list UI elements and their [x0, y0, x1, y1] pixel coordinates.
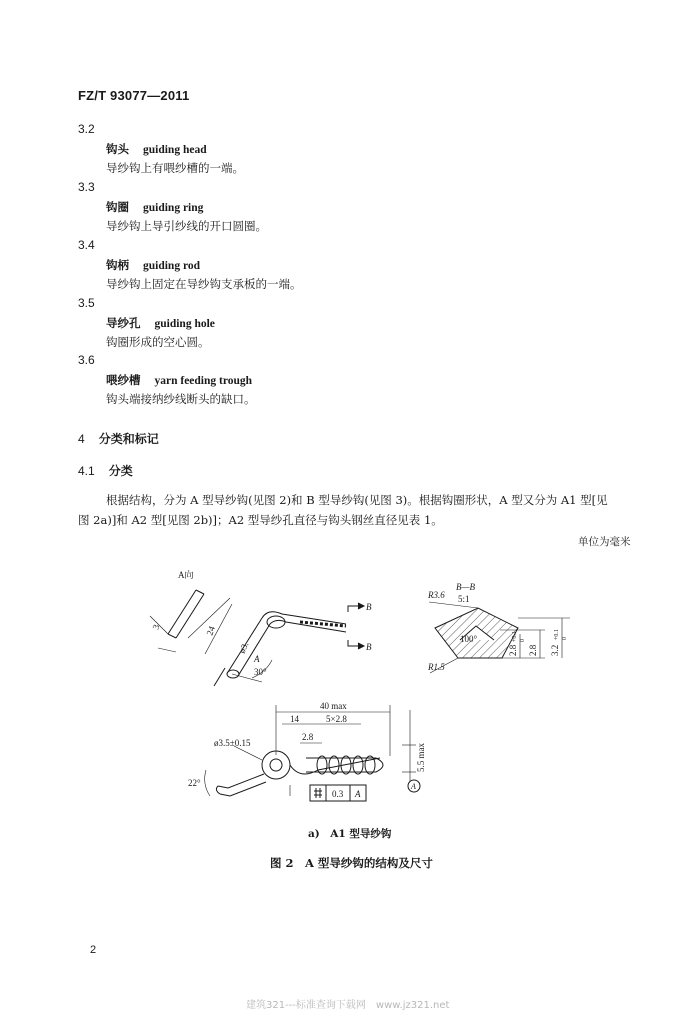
term-heading [106, 372, 252, 388]
datum-a: A [411, 782, 416, 791]
term-heading [106, 141, 207, 157]
term-definition: 导纱钩上导引纱线的开口圆圈。 [106, 219, 267, 233]
dim-phi3-5: ø3.5±0.15 [214, 738, 251, 748]
fcf-value: 0.3 [332, 789, 344, 799]
dim-5-5-max: 5.5 max [416, 743, 426, 772]
section-title: 分类和标记 [98, 432, 159, 446]
tol-3-2-lower: 0 [562, 637, 568, 640]
subsection-title: 分类 [108, 464, 133, 478]
term-heading [106, 315, 215, 331]
tol-2-8-lower: 0 [520, 639, 526, 642]
technical-drawing [0, 560, 698, 820]
figure-caption: 图 2 A 型导纱钩的结构及尺寸 [270, 856, 433, 870]
section-b-b [429, 602, 570, 673]
subsection-number: 4.1 [78, 464, 95, 478]
dim-2-2: 2.8 [528, 644, 538, 656]
term-definition: 钩头端接纳纱线断头的缺口。 [106, 392, 256, 406]
term-en: guiding hole [154, 318, 215, 330]
marker-b-bottom: B [366, 642, 372, 652]
radius-3-6: R3.6 [428, 590, 445, 600]
dim-5x2-8: 5×2.8 [326, 714, 347, 724]
body-paragraph-line: 图 2a)]和 A2 型[见图 2b)]；A2 型导纱孔直径与钩头钢丝直径见表 1。 [78, 513, 443, 527]
term-zh: 钩头 [106, 142, 129, 156]
angle-100: 100° [460, 634, 478, 644]
section-scale: 5:1 [458, 594, 470, 604]
angle-22: 22° [188, 778, 201, 788]
dim-40-max: 40 max [320, 701, 347, 711]
dim-2-8: 2.8 [508, 644, 518, 656]
section-markers [348, 603, 364, 649]
radius-1-5: R1.5 [428, 662, 445, 672]
unit-note: 单位为毫米 [578, 536, 631, 548]
footer-watermark: 建筑321---标准查询下载网 www.jz321.net [246, 1000, 450, 1011]
tol-3-2-upper: +0.1 [554, 629, 560, 640]
term-en: guiding rod [143, 260, 200, 272]
tol-2-8-upper: +0.1 [512, 631, 518, 642]
term-number: 3.3 [78, 180, 95, 194]
term-zh: 喂纱槽 [106, 373, 141, 387]
section-heading [78, 430, 159, 447]
term-en: guiding ring [143, 202, 204, 214]
dim-angle30: 30° [254, 667, 267, 677]
view-a-label: A向 [178, 570, 194, 580]
term-heading [106, 199, 203, 215]
term-number: 3.5 [78, 296, 95, 310]
dim-14: 14 [290, 714, 299, 724]
dim-phi3: ø3. [236, 640, 251, 655]
term-definition: 钩圈形成的空心圆。 [106, 335, 210, 349]
dim-24: 24 [204, 624, 217, 637]
term-en: yarn feeding trough [154, 375, 253, 387]
feature-control-frame [310, 780, 420, 801]
term-definition: 导纱钩上固定在导纱钩支承板的一端。 [106, 277, 302, 291]
term-zh: 导纱孔 [106, 316, 141, 330]
term-en: guiding head [143, 144, 207, 156]
standard-id: FZ/T 93077—2011 [78, 88, 190, 103]
term-heading [106, 257, 200, 273]
term-definition: 导纱钩上有喂纱槽的一端。 [106, 161, 244, 175]
dim-3: 3 [150, 623, 162, 631]
isometric-hook [188, 598, 346, 686]
term-number: 3.2 [78, 122, 95, 136]
term-number: 3.6 [78, 353, 95, 367]
fcf-datum: A [355, 789, 361, 799]
sub-caption: a) A1 型导纱钩 [308, 828, 392, 840]
section-label: B—B [456, 582, 475, 592]
term-number: 3.4 [78, 238, 95, 252]
subsection-heading [78, 462, 133, 479]
body-paragraph-line: 根据结构，分为 A 型导纱钩(见图 2)和 B 型导纱钩(见图 3)。根据钩圈形状，A 型又分为 A1 型[见 [106, 493, 608, 507]
section-number: 4 [78, 432, 85, 446]
marker-a: A [254, 654, 260, 664]
marker-b-top: B [366, 602, 372, 612]
page-number: 2 [90, 944, 97, 956]
term-zh: 钩柄 [106, 258, 129, 272]
dim-2-8-pitch: 2.8 [302, 732, 314, 742]
front-view-hook [205, 705, 416, 796]
term-zh: 钩圈 [106, 200, 129, 214]
a-view-rod [150, 590, 204, 652]
dim-3-2: 3.2 [550, 644, 560, 656]
